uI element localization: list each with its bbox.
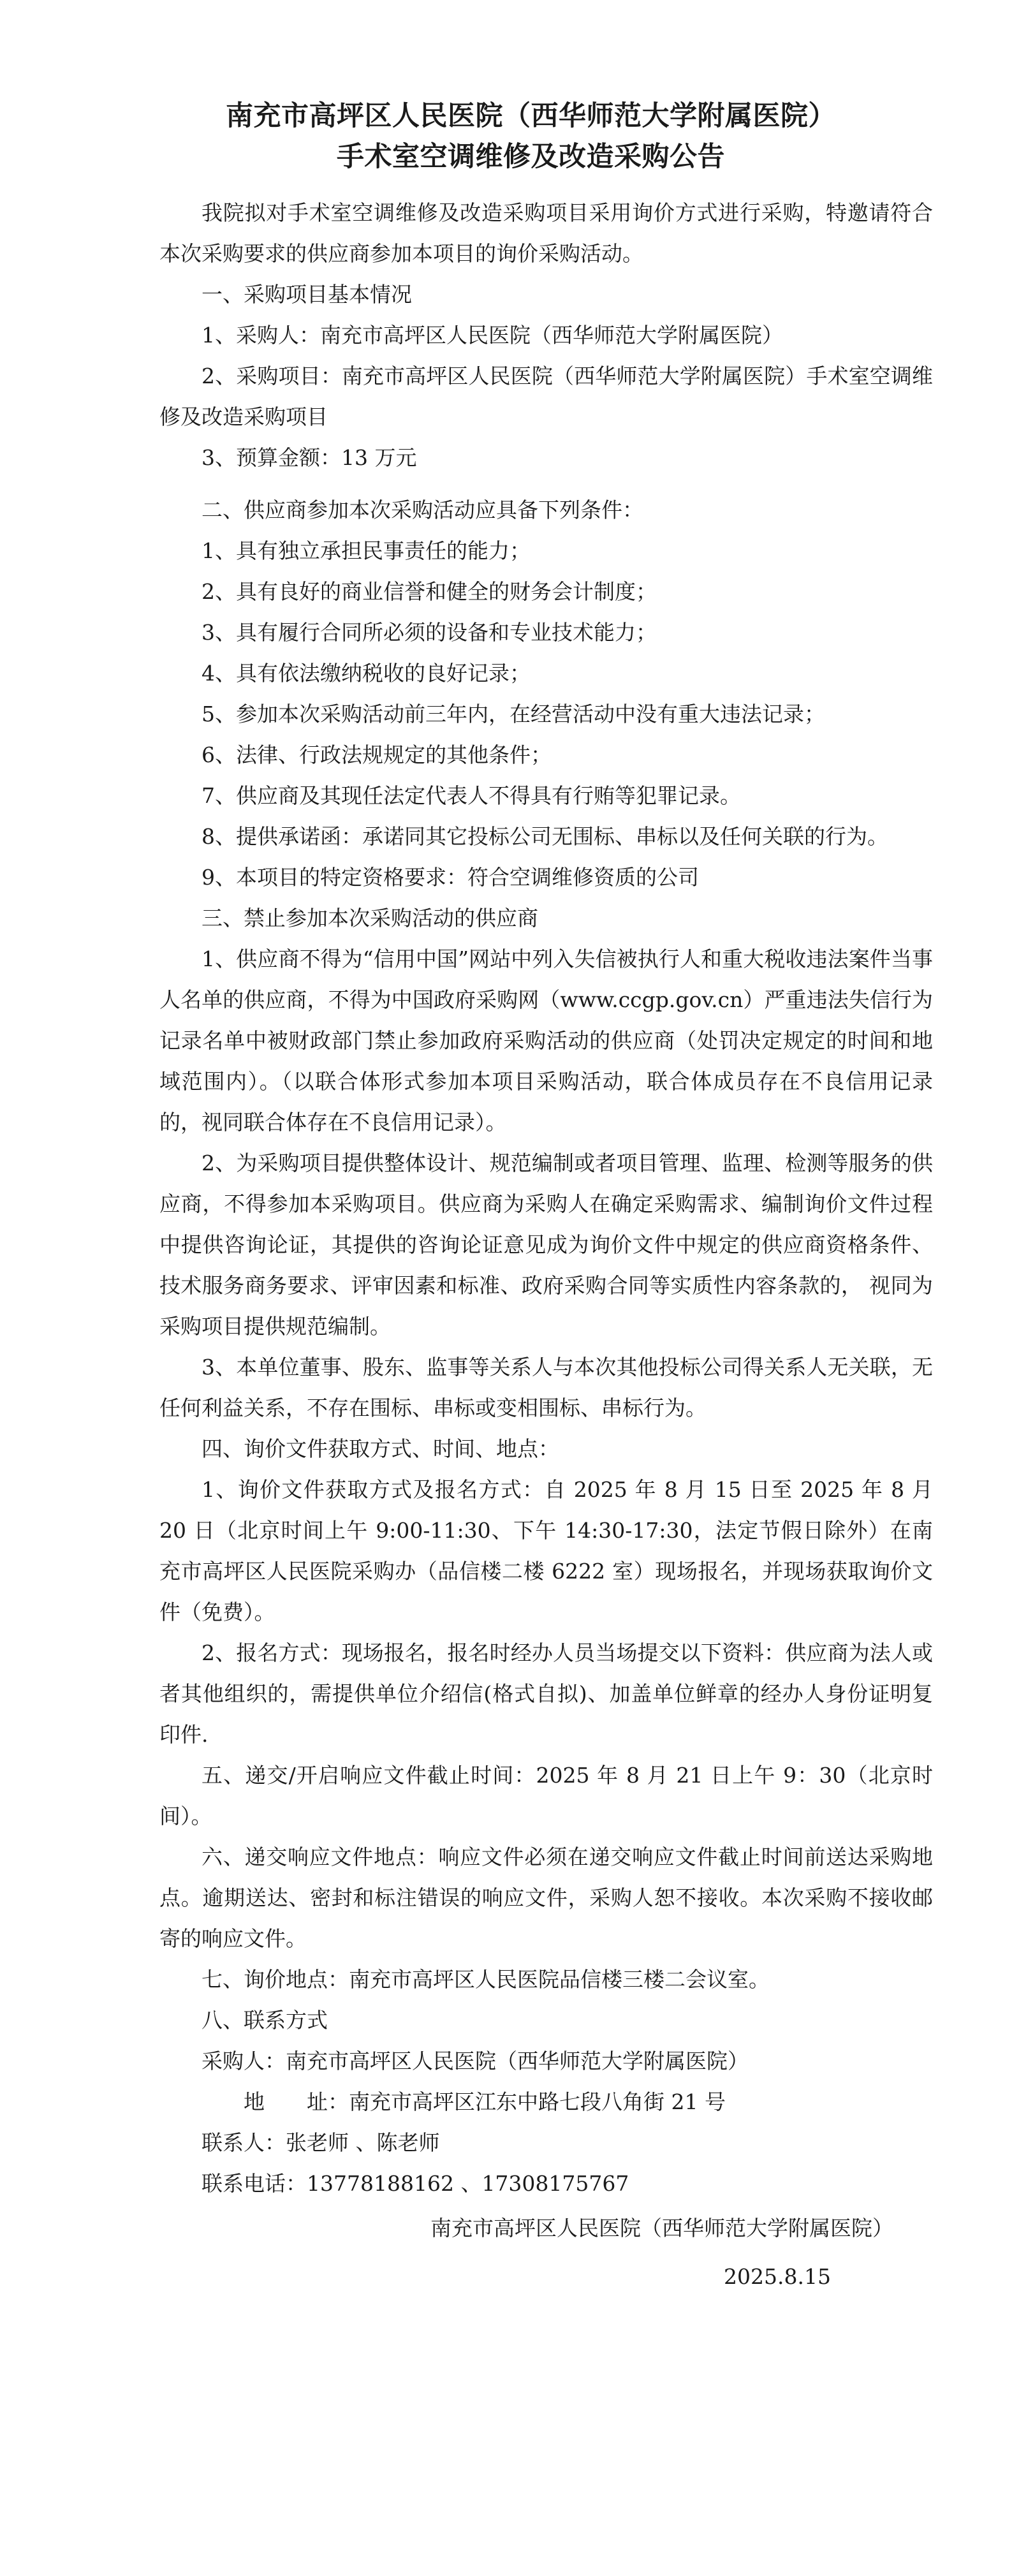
section2-item: 5、参加本次采购活动前三年内，在经营活动中没有重大违法记录； — [202, 702, 825, 726]
section8-heading: 八、联系方式 — [202, 2008, 328, 2033]
document-title-line1: 南充市高坪区人民医院（西华师范大学附属医院） — [226, 100, 836, 132]
section5-paragraph: 五、递交/开启响应文件截止时间：2025 年 8 月 21 日上午 9：30（北京时间）。 — [159, 1763, 933, 1829]
contact-address-value: 南充市高坪区江东中路七段八角街 21 号 — [349, 2089, 726, 2114]
section2-item: 1、具有独立承担民事责任的能力； — [202, 538, 531, 563]
contact-block — [159, 2041, 933, 2204]
section4-heading: 四、询价文件获取方式、时间、地点： — [202, 1436, 559, 1461]
section2-item: 3、具有履行合同所必须的设备和专业技术能力； — [202, 620, 657, 645]
section1-item: 2、采购项目：南充市高坪区人民医院（西华师范大学附属医院）手术室空调维修及改造采购项目 — [159, 364, 933, 429]
section6-paragraph: 六、递交响应文件地点：响应文件必须在递交响应文件截止时间前送达采购地点。逾期送达、密封和标注错误的响应文件，采购人恕不接收。本次采购不接收邮寄的响应文件。 — [159, 1844, 933, 1951]
section3-item: 2、为采购项目提供整体设计、规范编制或者项目管理、监理、检测等服务的供应商，不得参加本采购项目。供应商为采购人在确定采购需求、编制询价文件过程中提供咨询论证，其提供的咨询论证意见成为询价文件中规定的供应商资格条件、技术服务商务要求、评审因素和标准、政府采购合同等实质性内容条款的， 视同为采购项目提供规范编制。 — [159, 1151, 933, 1339]
contact-purchaser: 采购人：南充市高坪区人民医院（西华师范大学附属医院） — [202, 2049, 749, 2073]
section2-item: 9、本项目的特定资格要求：符合空调维修资质的公司 — [202, 865, 699, 890]
section7-paragraph: 七、询价地点：南充市高坪区人民医院品信楼三楼二会议室。 — [202, 1967, 770, 1992]
section2-item: 7、供应商及其现任法定代表人不得具有行贿等犯罪记录。 — [202, 783, 741, 808]
section3-item: 3、本单位董事、股东、监事等关系人与本次其他投标公司得关系人无关联，无任何利益关系，不存在围标、串标或变相围标、串标行为。 — [159, 1355, 933, 1420]
contact-person: 联系人：张老师 、陈老师 — [202, 2130, 440, 2155]
section2-item: 4、具有依法缴纳税收的良好记录； — [202, 661, 531, 686]
contact-address — [159, 2082, 933, 2123]
signature-org: 南充市高坪区人民医院（西华师范大学附属医院） — [430, 2216, 893, 2241]
section2-item: 2、具有良好的商业信誉和健全的财务会计制度； — [202, 579, 657, 604]
section4-item: 2、报名方式：现场报名，报名时经办人员当场提交以下资料：供应商为法人或者其他组织的，需提供单位介绍信(格式自拟)、加盖单位鲜章的经办人身份证明复印件. — [159, 1640, 933, 1747]
section4-item: 1、询价文件获取方式及报名方式：自 2025 年 8 月 15 日至 2025 年 8 月 20 日（北京时间上午 9:00-11:30、下午 14:30-17:30，法定节假日除外）在南充市高坪区人民医院采购办（品信楼二楼 6222 室）现场报名，并现场获取询价文件（免费）。 — [159, 1477, 933, 1624]
document-title-line2: 手术室空调维修及改造采购公告 — [337, 141, 725, 173]
section2-item: 6、法律、行政法规规定的其他条件； — [202, 742, 552, 767]
signature-date: 2025.8.15 — [724, 2264, 831, 2289]
contact-phone: 联系电话：13778188162 、17308175767 — [202, 2171, 629, 2196]
intro-paragraph: 我院拟对手术室空调维修及改造采购项目采用询价方式进行采购，特邀请符合本次采购要求的供应商参加本项目的询价采购活动。 — [159, 200, 933, 266]
section2-item: 8、提供承诺函：承诺同其它投标公司无围标、串标以及任何关联的行为。 — [202, 824, 888, 849]
section3-heading: 三、禁止参加本次采购活动的供应商 — [202, 906, 538, 931]
contact-address-label: 地 址： — [244, 2089, 349, 2114]
section2-heading: 二、供应商参加本次采购活动应具备下列条件： — [202, 497, 643, 522]
section1-item: 1、采购人：南充市高坪区人民医院（西华师范大学附属医院） — [202, 323, 783, 348]
section3-item: 1、供应商不得为“信用中国”网站中列入失信被执行人和重大税收违法案件当事人名单的供应商，不得为中国政府采购网（www.ccgp.gov.cn）严重违法失信行为记录名单中被财政部门禁止参加政府采购活动的供应商（处罚决定规定的时间和地域范围内）。（以联合体形式参加本项目采购活动，联合体成员存在不良信用记录的，视同联合体存在不良信用记录）。 — [159, 946, 933, 1135]
section1-heading: 一、采购项目基本情况 — [202, 282, 412, 307]
section1-item: 3、预算金额：13 万元 — [202, 445, 417, 470]
